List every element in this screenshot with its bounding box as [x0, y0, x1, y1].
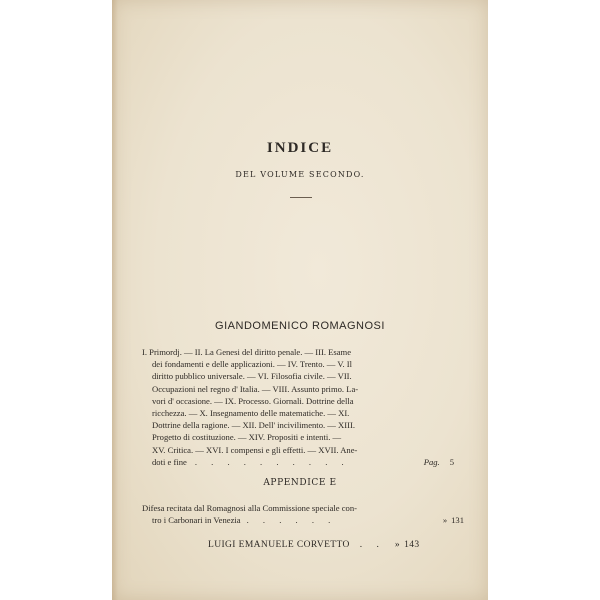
contents-line: ricchezza. — X. Insegnamento delle matematiche. — XI. [152, 408, 350, 419]
index-title: INDICE [266, 140, 334, 156]
contents-line: Dottrine della ragione. — XII. Dell' incivilimento. — XIII. [152, 420, 355, 431]
contents-line: Progetto di costituzione. — XIV. Propositi e intenti. — [152, 432, 342, 443]
section-author-corvetto [208, 540, 468, 550]
divider-rule [290, 197, 312, 198]
leader-dots: . . . . . . . . . . [194, 456, 350, 467]
appendix-entry-line: Difesa recitata dal Romagnosi alla Commissione speciale con- [142, 503, 358, 513]
index-subtitle: DEL VOLUME SECONDO. [235, 170, 365, 179]
page-number: 131 [451, 515, 464, 525]
page-number: 5 [449, 456, 454, 467]
book-page [112, 0, 488, 600]
section-author-romagnosi: GIANDOMENICO ROMAGNOSI [215, 320, 385, 332]
contents-line: Occupazioni nel regno d' Italia. — VIII. Assunto primo. La- [152, 383, 359, 394]
page-number: 143 [404, 540, 420, 550]
contents-line: diritto pubblico universale. — VI. Filosofia civile. — VII. [152, 371, 352, 382]
appendix-heading: APPENDICE E [263, 478, 337, 488]
page-mark: » [394, 540, 401, 550]
contents-line: I. Primordj. — II. La Genesi del diritto penale. — III. Esame [142, 347, 352, 357]
appendix-entry [142, 502, 464, 526]
author-name: LUIGI EMANUELE CORVETTO [208, 540, 350, 550]
appendix-entry-line [142, 514, 464, 526]
contents-line-text: doti e fine [152, 456, 187, 467]
leader-dots: . . [359, 540, 385, 550]
contents-line: vori d' occasione. — IX. Processo. Giornali. Dottrine della [152, 395, 354, 406]
contents-line: dei fondamenti e delle applicazioni. — IV. Trento. — V. Il [152, 359, 353, 370]
page-label: Pag. [423, 456, 440, 467]
contents-line: XV. Critica. — XVI. I compensi e gli effetti. — XVII. Ane- [152, 444, 358, 455]
appendix-entry-text: tro i Carbonari in Venezia [152, 515, 241, 525]
leader-dots: . . . . . . [246, 515, 337, 525]
contents-paragraph [142, 346, 454, 468]
contents-last-line [142, 456, 454, 468]
page-mark: » [442, 515, 448, 525]
